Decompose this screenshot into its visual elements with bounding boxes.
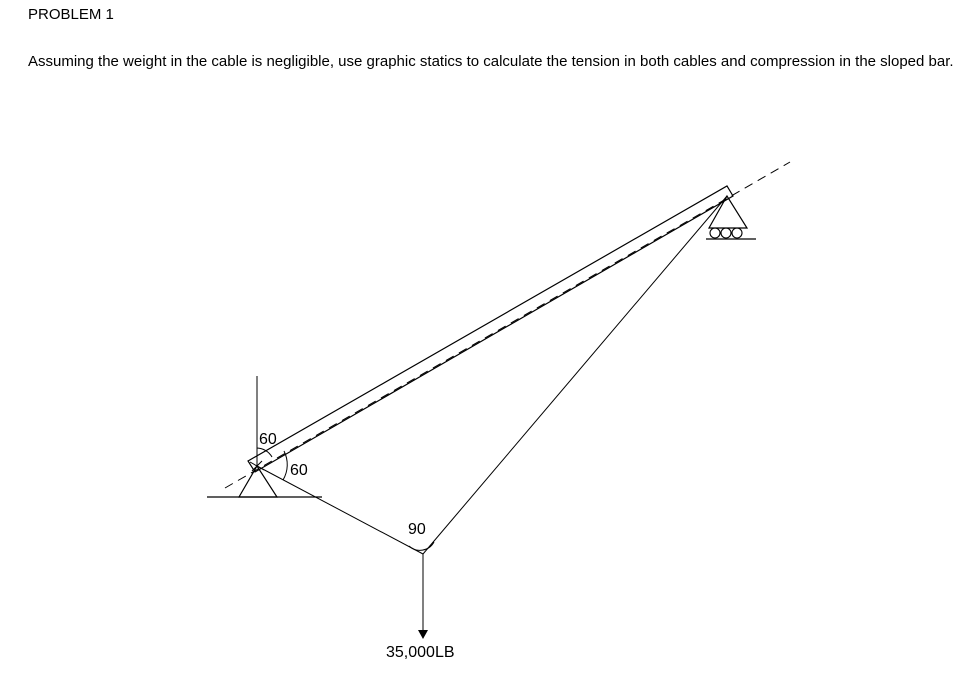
load-label: 35,000LB (386, 644, 455, 661)
problem-statement: Assuming the weight in the cable is negligible, use graphic statics to calculate the tension in both cables and compression in the sloped bar. (28, 53, 954, 70)
right-roller-support (706, 196, 756, 239)
bar-centerline (225, 162, 790, 488)
angle-arc-vertical (257, 448, 272, 457)
problem-title: PROBLEM 1 (28, 6, 114, 23)
angle-arc-joint (409, 542, 434, 550)
left-cable (257, 466, 423, 554)
angle-label-cable: 60 (290, 462, 308, 479)
angle-label-joint: 90 (408, 521, 426, 538)
angle-label-vertical: 60 (259, 431, 277, 448)
sloped-bar (248, 186, 733, 472)
right-cable (423, 196, 727, 554)
load-arrow-icon (418, 630, 428, 639)
